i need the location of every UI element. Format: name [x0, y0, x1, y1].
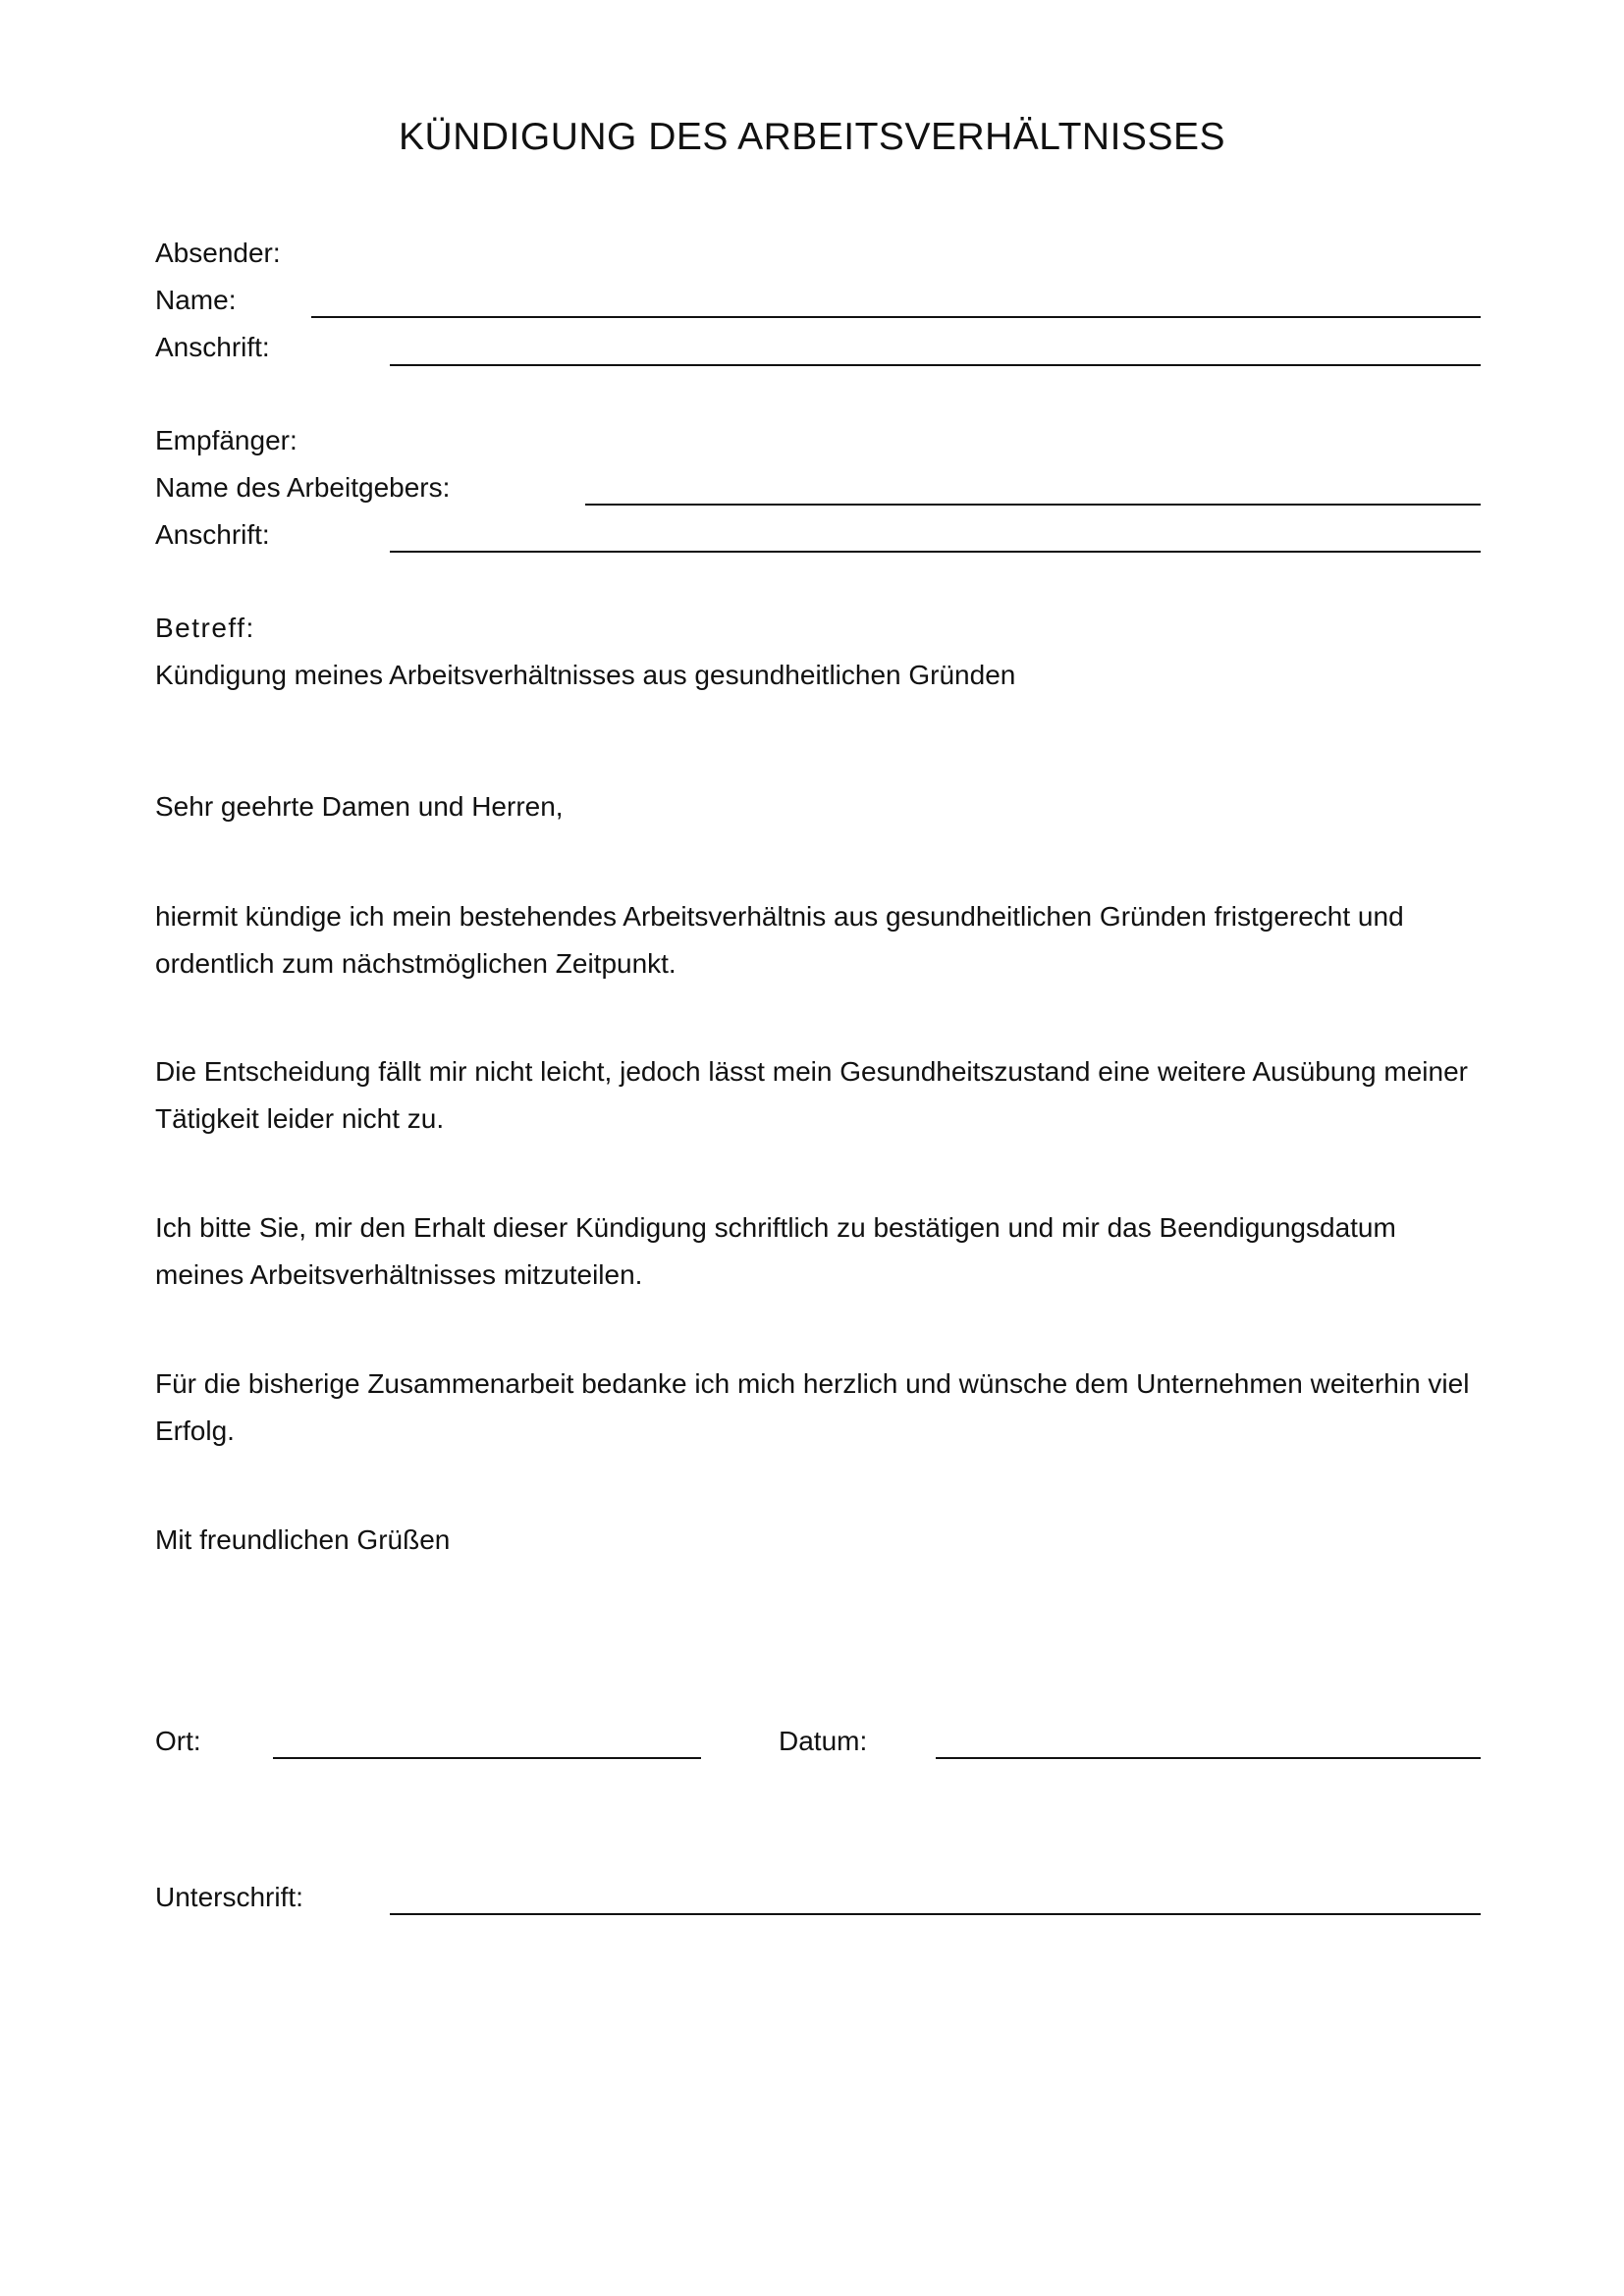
- body-paragraph: Für die bisherige Zusammenarbeit bedanke ich mich herzlich und wünsche dem Unternehmen weiterhin viel Erfolg.: [155, 1368, 1470, 1446]
- sender-name-field[interactable]: [311, 316, 1481, 318]
- body-paragraph: Die Entscheidung fällt mir nicht leicht, jedoch lässt mein Gesundheitszustand eine weitere Ausübung meiner Tätigkeit leider nicht zu.: [155, 1056, 1468, 1134]
- body-paragraph: Ich bitte Sie, mir den Erhalt dieser Kündigung schriftlich zu bestätigen und mir das Beendigungsdatum meines Arbeitsverhältnisses mitzuteilen.: [155, 1212, 1396, 1290]
- closing: Mit freundlichen Grüßen: [155, 1524, 451, 1555]
- signature-label: Unterschrift:: [155, 1882, 303, 1912]
- salutation: Sehr geehrte Damen und Herren,: [155, 791, 564, 822]
- subject-label: Betreff:: [155, 613, 255, 643]
- recipient-address-field[interactable]: [390, 551, 1481, 553]
- recipient-heading: Empfänger:: [155, 425, 298, 455]
- signature-field[interactable]: [390, 1913, 1481, 1915]
- sender-name-label: Name:: [155, 285, 237, 315]
- place-field[interactable]: [273, 1757, 701, 1759]
- recipient-address-label: Anschrift:: [155, 519, 270, 550]
- employer-name-field[interactable]: [585, 504, 1481, 506]
- sender-address-field[interactable]: [390, 364, 1481, 366]
- date-field[interactable]: [936, 1757, 1481, 1759]
- place-label: Ort:: [155, 1726, 201, 1756]
- sender-address-label: Anschrift:: [155, 332, 270, 362]
- date-label: Datum:: [779, 1726, 868, 1756]
- document-title: KÜNDIGUNG DES ARBEITSVERHÄLTNISSES: [399, 116, 1225, 158]
- body-paragraph: hiermit kündige ich mein bestehendes Arbeitsverhältnis aus gesundheitlichen Gründen fristgerecht und ordentlich zum nächstmöglichen Zeitpunkt.: [155, 901, 1404, 979]
- subject-text: Kündigung meines Arbeitsverhältnisses aus gesundheitlichen Gründen: [155, 660, 1016, 690]
- sender-heading: Absender:: [155, 238, 281, 268]
- employer-name-label: Name des Arbeitgebers:: [155, 472, 451, 503]
